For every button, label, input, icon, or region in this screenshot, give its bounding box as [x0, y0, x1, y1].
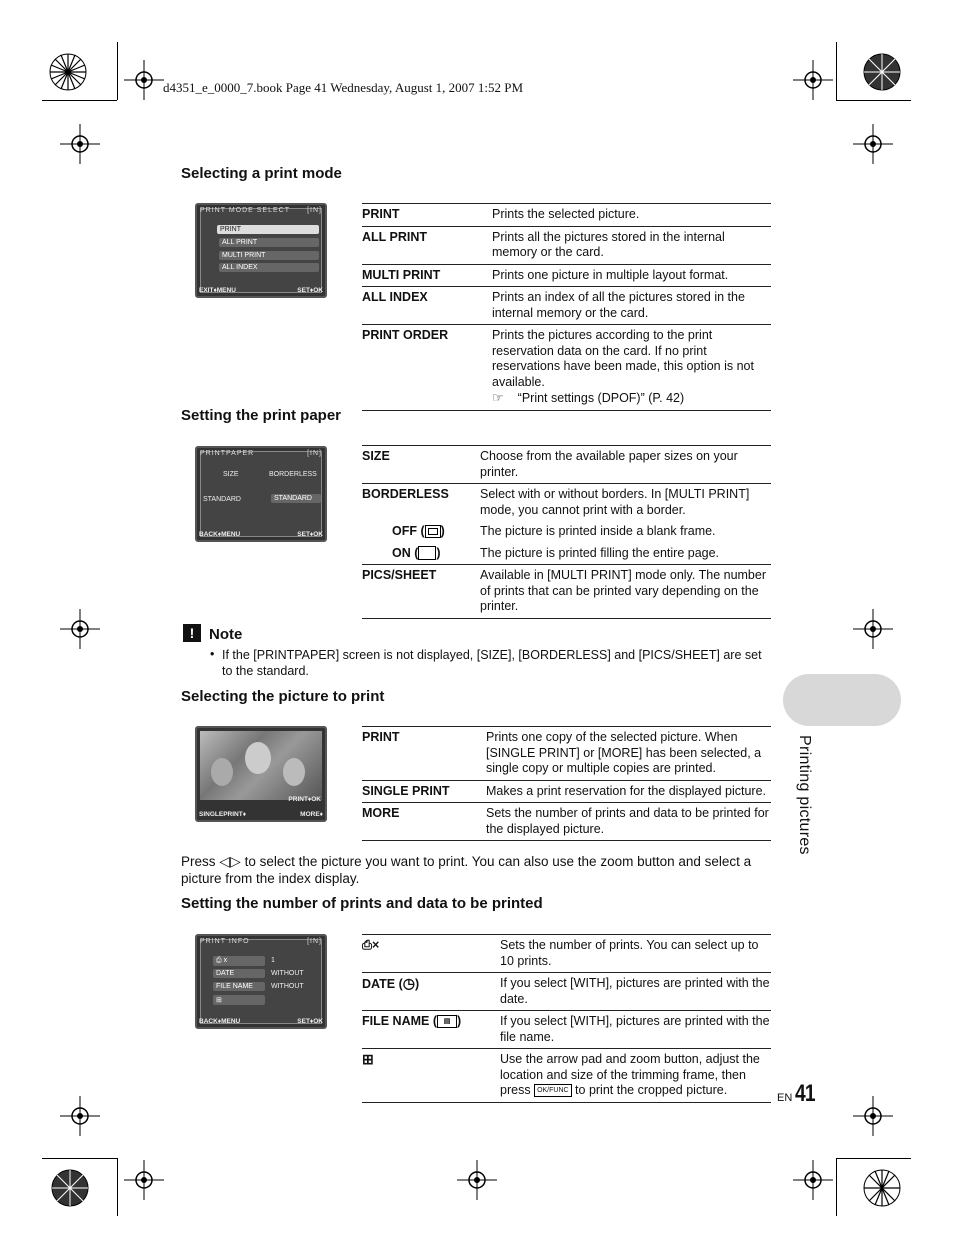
screen-foot-left: BACK♦MENU [199, 1018, 241, 1025]
note-text: If the [PRINTPAPER] screen is not displayed, [SIZE], [BORDERLESS] and [PICS/SHEET] are set to the standard. [222, 648, 762, 678]
info-row-value: WITHOUT [271, 983, 304, 990]
table-row [362, 287, 771, 325]
table-row [362, 264, 771, 287]
screen-col-label: BORDERLESS [269, 471, 317, 478]
info-row-value: 1 [271, 957, 275, 964]
crop-line [42, 100, 117, 101]
reference-icon: ☞ [492, 390, 504, 405]
row-key: PICS/SHEET [362, 565, 480, 619]
row-desc: Prints the selected picture. [492, 204, 771, 227]
crosshair-icon [853, 1096, 893, 1136]
picture-paragraph [181, 853, 773, 887]
table-row [362, 565, 771, 619]
info-label-text: x [223, 957, 228, 964]
screen-title: PRINT INFO [200, 938, 250, 945]
screen-badge: [IN] [307, 207, 322, 214]
crosshair-icon [853, 609, 893, 649]
table-row [362, 780, 771, 803]
info-row-label[interactable]: FILE NAME [213, 982, 265, 991]
row-desc: Sets the number of prints. You can select up to 10 prints. [500, 935, 771, 973]
para-press: Press [181, 854, 216, 869]
row-desc-end: to print the cropped picture. [575, 1083, 728, 1097]
crosshair-icon [793, 60, 833, 100]
table-row [362, 803, 771, 841]
table-row [362, 1011, 771, 1049]
trim-icon[interactable]: ⊞ [213, 995, 265, 1005]
screen-print-label: PRINT♦OK [288, 796, 321, 803]
camera-screen-print-paper [195, 446, 327, 542]
screen-foot-left: SINGLEPRINT♦ [199, 811, 247, 818]
row-desc: Sets the number of prints and data to be printed for the displayed picture. [486, 803, 771, 841]
picture-table [362, 726, 771, 841]
camera-screen-picture [195, 726, 327, 822]
book-header: d4351_e_0000_7.book Page 41 Wednesday, August 1, 2007 1:52 PM [163, 80, 524, 95]
row-desc: Select with or without borders. In [MULTI PRINT] mode, you cannot print with a border. [480, 487, 750, 517]
row-desc: Prints the pictures according to the print reservation data on the card. If no print reservations have been made, this option is not available. [492, 328, 754, 389]
heading-select-picture: Selecting the picture to print [181, 688, 385, 705]
page-number: 41 [795, 1080, 815, 1107]
row-key: DATE ( [362, 977, 403, 991]
crop-line [117, 1158, 118, 1216]
screen-foot-right: MORE♦ [300, 811, 323, 818]
crop-line [836, 1158, 837, 1216]
arrow-pad-icon: ◁▷ [219, 853, 241, 869]
heading-print-paper: Setting the print paper [181, 407, 342, 424]
starburst-icon [862, 52, 902, 92]
crop-line [42, 1158, 117, 1159]
row-desc: Makes a print reservation for the displayed picture. [486, 780, 771, 803]
row-key: SIZE [362, 446, 480, 484]
face-shape [283, 758, 305, 786]
note-title: Note [209, 626, 243, 643]
row-key: BORDERLESS [362, 487, 449, 501]
row-desc: Prints all the pictures stored in the internal memory or the card. [492, 226, 771, 264]
trim-icon: ⊞ [362, 1051, 374, 1067]
row-key: MULTI PRINT [362, 264, 492, 287]
row-key: ALL PRINT [362, 226, 492, 264]
borderless-icon [418, 546, 436, 560]
row-key: FILE NAME ( [362, 1014, 437, 1028]
row-key: MORE [362, 803, 486, 841]
heading-number-of-prints: Setting the number of prints and data to be printed [181, 895, 543, 912]
crosshair-icon [457, 1160, 497, 1200]
screen-value-selected[interactable]: STANDARD [271, 494, 321, 503]
row-key-end: ) [457, 1014, 462, 1028]
row-desc: Prints one picture in multiple layout format. [492, 264, 771, 287]
table-row [362, 325, 771, 411]
menu-option[interactable]: ALL INDEX [219, 263, 319, 272]
screen-foot-right: SET♦OK [297, 287, 323, 294]
face-shape [211, 758, 233, 786]
crosshair-icon [793, 1160, 833, 1200]
screen-foot-left: BACK♦MENU [199, 531, 241, 538]
screen-title: PRINT MODE SELECT [200, 207, 290, 214]
heading-print-mode: Selecting a print mode [181, 165, 342, 182]
row-key: PRINT ORDER [362, 325, 492, 411]
row-key: SINGLE PRINT [362, 780, 486, 803]
crop-line [836, 1158, 911, 1159]
screen-foot-right: SET♦OK [297, 531, 323, 538]
print-count-icon: ⎙ [362, 938, 373, 952]
menu-option[interactable]: MULTI PRINT [219, 251, 319, 260]
row-desc: The picture is printed inside a blank frame. [480, 524, 716, 538]
number-table [362, 934, 771, 1103]
crosshair-icon [60, 609, 100, 649]
frame-icon [425, 525, 441, 538]
crop-line [836, 42, 837, 100]
row-desc: The picture is printed filling the entire page. [480, 543, 771, 565]
print-count-icon: ⎙ [216, 957, 222, 964]
row-desc: Use the arrow pad and zoom button, adjust the location and size of the trimming frame, then press [500, 1052, 760, 1097]
screen-badge: [IN] [307, 938, 322, 945]
row-desc: If you select [WITH], pictures are printed with the date. [500, 973, 771, 1011]
crosshair-icon [853, 124, 893, 164]
crop-line [117, 42, 118, 100]
row-desc: Prints one copy of the selected picture. When [SINGLE PRINT] or [MORE] has been selected, a single copy or multiple copies are printed. [486, 727, 771, 781]
table-row [362, 543, 771, 565]
screen-value[interactable]: STANDARD [203, 496, 241, 503]
row-key: ON ( [392, 545, 419, 560]
chapter-tab [783, 674, 901, 726]
menu-option[interactable]: ALL PRINT [219, 238, 319, 247]
row-key-end: ) [440, 524, 445, 538]
file-name-icon: ▤ [437, 1015, 457, 1028]
screen-badge: [IN] [307, 450, 322, 457]
row-desc: Prints an index of all the pictures stored in the internal memory or the card. [492, 287, 771, 325]
row-desc: Choose from the available paper sizes on your printer. [480, 446, 771, 484]
row-desc: If you select [WITH], pictures are printed with the file name. [500, 1011, 771, 1049]
para-rest: to select the picture you want to print. You can also use the zoom button and select a picture from the index display. [181, 854, 752, 886]
crop-line [836, 100, 911, 101]
starburst-icon [48, 52, 88, 92]
camera-screen-print-info [195, 934, 327, 1029]
table-row [362, 204, 771, 227]
screen-col-label: SIZE [223, 471, 239, 478]
ok-func-key: OK/FUNC [534, 1084, 572, 1097]
screen-title: PRINTPAPER [200, 450, 255, 457]
table-row [362, 446, 771, 484]
menu-option[interactable]: PRINT [217, 225, 319, 234]
row-key: ALL INDEX [362, 287, 492, 325]
table-row [362, 484, 771, 522]
note-icon: ! [183, 624, 201, 642]
camera-screen-print-mode [195, 203, 327, 298]
starburst-icon [50, 1168, 90, 1208]
row-desc: Available in [MULTI PRINT] mode only. The number of prints that can be printed vary depending on the printer. [480, 565, 771, 619]
row-key: × [372, 938, 380, 952]
table-row [362, 521, 771, 543]
note-bullet: • [210, 647, 215, 661]
starburst-icon [862, 1168, 902, 1208]
info-row-value: WITHOUT [271, 970, 304, 977]
row-reference[interactable]: “Print settings (DPOF)” (P. 42) [517, 391, 685, 405]
crosshair-icon [60, 1096, 100, 1136]
row-key: OFF ( [392, 524, 425, 538]
clock-icon: ◷ [402, 975, 415, 991]
crosshair-icon [124, 1160, 164, 1200]
info-row-label[interactable]: DATE [213, 969, 265, 978]
row-key: PRINT [362, 204, 492, 227]
table-row [362, 973, 771, 1011]
table-row [362, 226, 771, 264]
table-row [362, 1049, 771, 1103]
face-shape [245, 742, 271, 774]
print-mode-table [362, 203, 771, 411]
row-key-end: ) [414, 977, 420, 991]
crosshair-icon [124, 60, 164, 100]
lang-label: EN [777, 1092, 793, 1104]
crosshair-icon [60, 124, 100, 164]
print-paper-table [362, 445, 771, 619]
row-key: PRINT [362, 727, 486, 781]
table-row [362, 727, 771, 781]
screen-foot-left: EXIT♦MENU [199, 287, 236, 294]
row-key-end: ) [436, 545, 441, 560]
chapter-label: Printing pictures [796, 735, 813, 855]
info-row-label[interactable] [213, 956, 265, 966]
screen-foot-right: SET♦OK [297, 1018, 323, 1025]
table-row [362, 935, 771, 973]
